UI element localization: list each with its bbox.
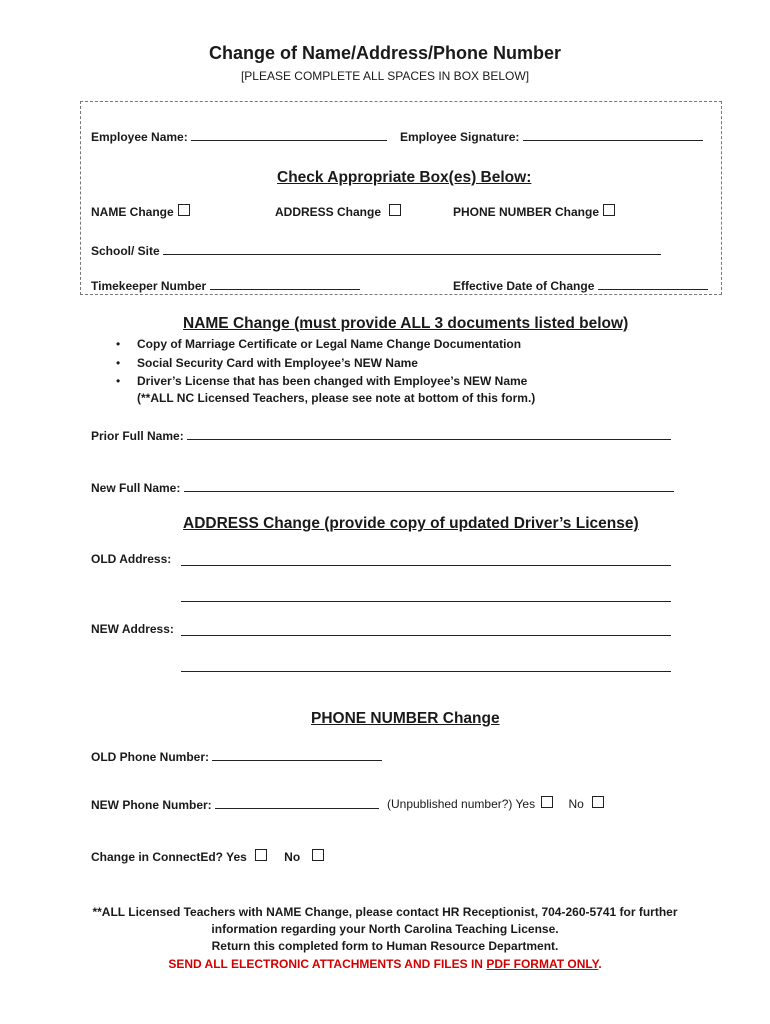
address-change-checkbox[interactable] bbox=[389, 204, 401, 216]
school-site-label: School/ Site bbox=[91, 244, 160, 258]
prior-name-field[interactable] bbox=[187, 427, 671, 440]
bullet-icon: • bbox=[116, 374, 121, 388]
bullet-icon: • bbox=[116, 356, 121, 370]
new-name-row bbox=[91, 479, 674, 495]
employee-name-row bbox=[91, 128, 387, 144]
address-change-heading: ADDRESS Change (provide copy of updated Driver’s License) bbox=[183, 515, 639, 532]
old-address-field-2[interactable] bbox=[181, 589, 671, 602]
unpublished-no-label: No bbox=[568, 797, 584, 811]
school-site-row bbox=[91, 242, 661, 258]
teacher-note: (**ALL NC Licensed Teachers, please see note at bottom of this form.) bbox=[137, 391, 536, 405]
old-phone-label: OLD Phone Number: bbox=[91, 750, 210, 764]
timekeeper-row bbox=[91, 277, 360, 293]
address-change-option bbox=[275, 204, 401, 219]
name-change-checkbox[interactable] bbox=[178, 204, 190, 216]
new-phone-label: NEW Phone Number: bbox=[91, 798, 212, 812]
phone-change-label: PHONE NUMBER Change bbox=[453, 205, 600, 219]
timekeeper-label: Timekeeper Number bbox=[91, 279, 207, 293]
employee-name-label: Employee Name: bbox=[91, 130, 188, 144]
connected-no-label: No bbox=[284, 850, 301, 864]
new-address-field-2[interactable] bbox=[181, 659, 671, 672]
old-phone-row bbox=[91, 748, 382, 764]
bullet-icon: • bbox=[116, 337, 121, 351]
name-change-option bbox=[91, 204, 190, 219]
unpublished-yes-checkbox[interactable] bbox=[541, 796, 553, 808]
connected-row bbox=[91, 849, 324, 864]
name-change-label: NAME Change bbox=[91, 205, 174, 219]
prior-name-row bbox=[91, 427, 671, 443]
new-phone-field[interactable] bbox=[215, 796, 379, 809]
pdf-format-link[interactable]: PDF FORMAT ONLY bbox=[486, 957, 599, 971]
effective-date-field[interactable] bbox=[598, 277, 708, 290]
unpublished-label: (Unpublished number?) Yes bbox=[387, 797, 536, 811]
page-title: Change of Name/Address/Phone Number bbox=[208, 43, 562, 63]
name-change-heading: NAME Change (must provide ALL 3 documents listed below) bbox=[183, 315, 629, 332]
old-phone-field[interactable] bbox=[212, 748, 382, 761]
footer-line-4-start: SEND ALL ELECTRONIC ATTACHMENTS AND FILES IN bbox=[168, 957, 487, 971]
phone-change-option bbox=[453, 204, 615, 219]
name-doc-item: Copy of Marriage Certificate or Legal Name Change Documentation bbox=[137, 337, 522, 351]
school-site-field[interactable] bbox=[163, 242, 661, 255]
name-doc-item: Social Security Card with Employee’s NEW Name bbox=[137, 356, 418, 370]
new-address-label: NEW Address: bbox=[91, 622, 174, 636]
footer-line-3: Return this completed form to Human Resource Department. bbox=[211, 939, 559, 953]
connected-label: Change in ConnectEd? Yes bbox=[91, 850, 247, 864]
new-name-label: New Full Name: bbox=[91, 481, 181, 495]
employee-signature-field[interactable] bbox=[523, 128, 703, 141]
footer-line-4 bbox=[0, 957, 770, 971]
old-address-label: OLD Address: bbox=[91, 552, 172, 566]
effective-date-row bbox=[453, 277, 708, 293]
old-address-field-1[interactable] bbox=[181, 553, 671, 566]
new-address-field-1[interactable] bbox=[181, 623, 671, 636]
timekeeper-field[interactable] bbox=[210, 277, 360, 290]
effective-date-label: Effective Date of Change bbox=[453, 279, 595, 293]
footer-line-4-end: . bbox=[598, 957, 602, 971]
connected-yes-checkbox[interactable] bbox=[255, 849, 267, 861]
unpublished-no-checkbox[interactable] bbox=[592, 796, 604, 808]
phone-change-checkbox[interactable] bbox=[603, 204, 615, 216]
check-boxes-heading: Check Appropriate Box(es) Below: bbox=[277, 169, 532, 186]
footer-line-2: information regarding your North Carolina Teaching License. bbox=[211, 922, 559, 936]
employee-signature-label: Employee Signature: bbox=[400, 130, 520, 144]
connected-no-checkbox[interactable] bbox=[312, 849, 324, 861]
phone-change-heading: PHONE NUMBER Change bbox=[311, 710, 500, 727]
footer-line-1: **ALL Licensed Teachers with NAME Change, please contact HR Receptionist, 704-260-5741 for further bbox=[92, 905, 678, 919]
page-subtitle: [PLEASE COMPLETE ALL SPACES IN BOX BELOW] bbox=[240, 69, 530, 83]
name-doc-item: Driver’s License that has been changed with Employee’s NEW Name bbox=[137, 374, 528, 388]
new-name-field[interactable] bbox=[184, 479, 674, 492]
unpublished-option bbox=[387, 796, 604, 811]
new-phone-row bbox=[91, 796, 379, 812]
employee-signature-row bbox=[400, 128, 703, 144]
employee-name-field[interactable] bbox=[191, 128, 387, 141]
prior-name-label: Prior Full Name: bbox=[91, 429, 184, 443]
address-change-label: ADDRESS Change bbox=[275, 205, 382, 219]
